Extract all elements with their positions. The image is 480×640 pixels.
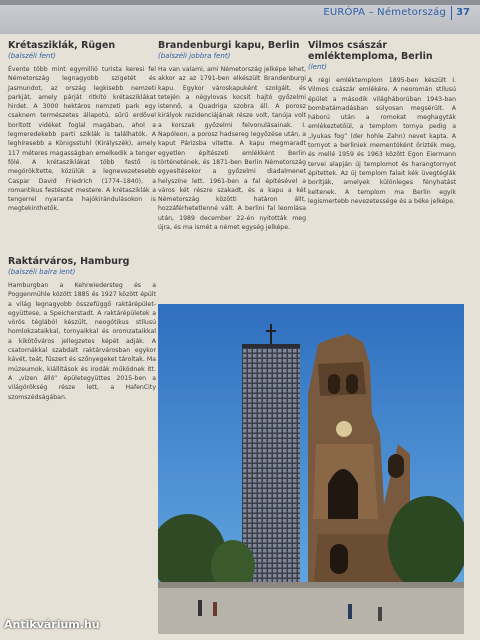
plaza-edge [158,582,464,588]
church-illustration [158,304,464,634]
column-right [308,40,456,212]
section-credit: (balszéli jobbra fent) [158,52,231,60]
watermark: Antikvárium.hu [4,618,100,631]
section-body: A régi emléktemplom 1895-ben készült I. Vilmos császár emlékére. A neoromán stílusú épület a második világháborúban 1943-ban bombatámadásban súlyosan megsérült. A háború után a romokat meghagyták emlékeztetőül, a templom tornya pedig a „lyukas fog” (der hohle Zahn) nevet kapta. A tornyot a berliniek mementóként őrizték meg, és mellé 1959 és 1963 között Egon Eiermann tervei alapján új templomot és harangtornyot építettek. Az új templom falait kék üvegtéglák borítják, amelyek különleges fényhatást keltenek. A templom ma Berlin egyik legismertebb nevezetessége és a béke jelképe. [308,77,456,205]
modern-bell-tower [242,324,300,589]
section-body: Hamburgban a Kehrwiedersteg és a Poggenmühle között 1885 és 1927 között épült a világ legnagyobb összefüggő raktárépület-együttese, a Speicherstadt. A raktárépületek a vörös téglából készült, neogótikus stílusú homlokzataikkal, tornyaikkal és oromzataikkal a kikötőváros jellegzetes képét adják. A csatornákkal szabdalt raktárvárosban egykor kávét, teát, fűszert és szőnyegeket tároltak. Ma múzeumok, kiállítások és irodák működnek itt. A „vízen álló” épületegyüttes 2015-ben a világörökség része lett, a HafenCity szomszédságában. [8,282,156,401]
section-title: Vilmos császár emléktemploma, Berlin [308,40,433,62]
header-strip [0,0,480,5]
section-brandenburgi [158,40,306,232]
section-kretasziklak [8,40,156,214]
section-body: Évente több mint egymillió turista keresi fel Németország legnagyobb szigetét és Jasmundot, az ország legkisebb nemzeti parkját, amely párját ritkító krétasziklákat hirdet. A 3000 hektáros nemzeti park egy csaknem természetes állapotú, sűrű erdővel borított vidéket foglal magában, ahol a legmeredekebb parti sziklák is találhatók. A leghíresebb a Königsstuhl (Királyszék), amely 117 méteres magasságban emelkedik a tenger fölé. A krétasziklákat több festő is megörökítette, közülük a legnevezetesebb Caspar David Friedrich (1774–1840), a romantikus festészet mestere. A krétasziklák a tengerrel nyaranta hajókirándulásokon is megtekinthetők. [8,66,156,213]
column-middle [158,40,306,238]
column-left [8,40,156,220]
church-photo [158,304,464,634]
section-title: Krétasziklák, Rügen [8,40,116,51]
section-raktarvaros [8,256,156,402]
page-header [0,0,480,34]
section-title: Brandenburgi kapu, Berlin [158,40,300,51]
section-title: Raktárváros, Hamburg [8,256,130,267]
section-vilmos [308,40,456,206]
section-credit: (balszéli fent) [8,52,56,60]
page-number: 37 [456,7,470,18]
header-separator [451,6,452,20]
section-credit: (balszéli balra lent) [8,268,76,276]
section-body: Ha van valami, ami Németország jelképe lehet, akkor az az 1791-ben elkészült Brandenburgi kapu. Egykor városkapuként szolgált, és tetején a négylovas kocsit hajtó győzelmi istennő, a Quadriga szobra áll. A porosz királyok rezidenciájának része volt, tanúja volt a korszak győzelmi felvonulásainak. I. Napóleon, a porosz hadsereg legyőzése után, a kaput Párizsba vitette. A kapu megmaradt egyetlen építészeti emlékként Berlin történetének, és 1871-ben Berlin Németország egyesítésekor a győzelmi diadalmenet helyszíne lett. 1961-ben a fal építésével a város két részre szakadt, és a kapu a két Németország közötti határon állt, hozzáférhetetlenné vált. A berlini fal leomlása után, 1989 december 22-én nyitották meg újra, és ma ismét a német egység jelképe. [158,66,306,232]
plaza [158,584,464,634]
header-title: EURÓPA – Németország [323,7,446,18]
section-credit: (lent) [308,63,327,71]
